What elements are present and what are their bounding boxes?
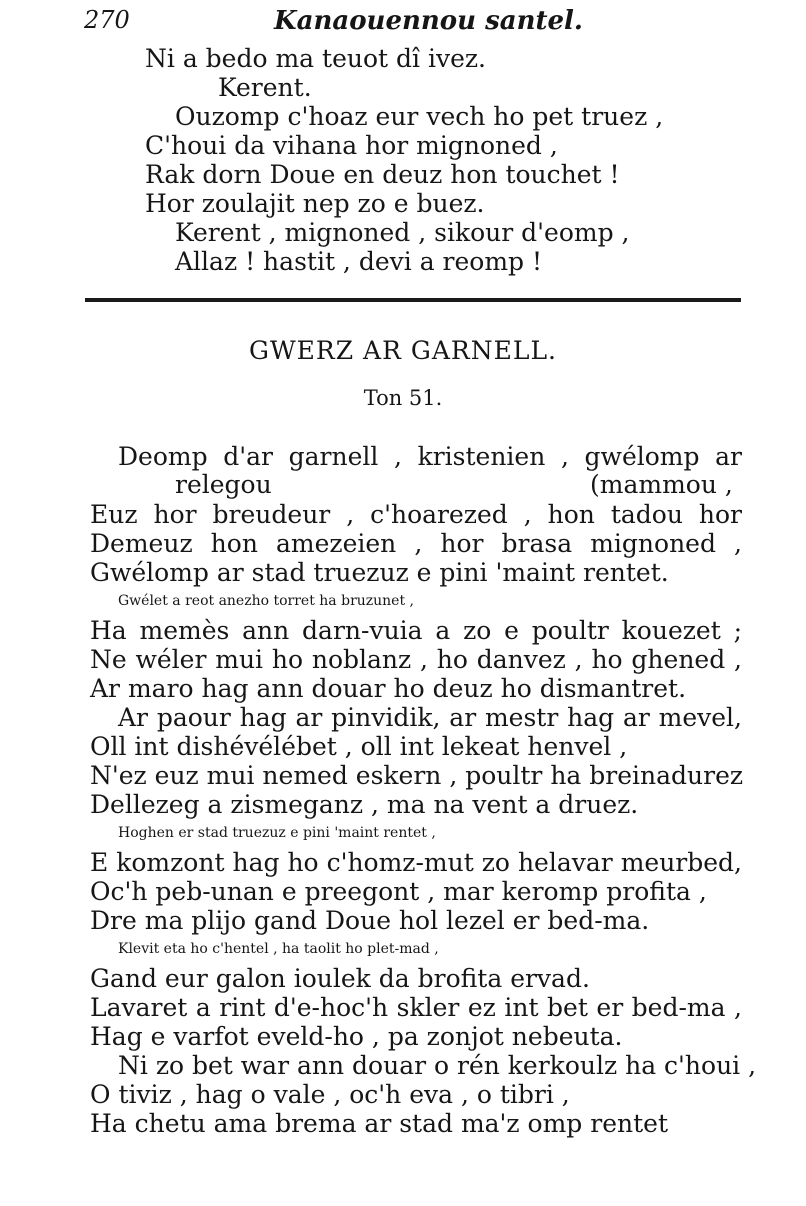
- song-line: Oll int dishévélébet , oll int lekeat henvel ,: [90, 732, 628, 761]
- verse-line: Hor zoulajit nep zo e buez.: [145, 189, 485, 218]
- song-line: Euz hor breudeur , c'hoarezed , hon tadou hor: [90, 500, 742, 529]
- song-line: Ni zo bet war ann douar o rén kerkoulz ha c'houi ,: [118, 1051, 757, 1080]
- song-line: Klevit eta ho c'hentel , ha taolit ho plet-mad ,: [118, 941, 439, 957]
- song-line: Gwélet a reot anezho torret ha bruzunet ,: [118, 593, 414, 609]
- page-header: [84, 6, 764, 42]
- song-line: Ar maro hag ann douar ho deuz ho dismantret.: [90, 674, 687, 703]
- song-first-line: Deomp d'ar garnell , kristenien , gwélomp ar: [118, 442, 742, 471]
- running-title: Kanaouennou santel.: [274, 6, 583, 36]
- song-line: Hag e varfot eveld-ho , pa zonjot nebeuta.: [90, 1022, 623, 1051]
- song-line: O tiviz , hag o vale , oc'h eva , o tibri ,: [90, 1080, 570, 1109]
- song-line: Demeuz hon amezeien , hor brasa mignoned ,: [90, 529, 742, 558]
- song-line: Lavaret a rint d'e-hoc'h skler ez int bet er bed-ma ,: [90, 993, 742, 1022]
- song-line: Ha memès ann darn-vuia a zo e poultr kouezet ;: [90, 616, 742, 645]
- song-line: E komzont hag ho c'homz-mut zo helavar meurbed,: [90, 848, 742, 877]
- song-line: Dre ma plijo gand Doue hol lezel er bed-ma.: [90, 906, 650, 935]
- song-line: Gand eur galon ioulek da brofita ervad.: [90, 964, 590, 993]
- song-title: GWERZ AR GARNELL.: [248, 336, 557, 365]
- first-line-overflow-left: relegou: [175, 470, 272, 499]
- song-line: Oc'h peb-unan e preegont , mar keromp profita ,: [90, 877, 707, 906]
- verse-line: Allaz ! hastit , devi a reomp !: [175, 247, 543, 276]
- song-line: Dellezeg a zismeganz , ma na vent a druez.: [90, 790, 639, 819]
- section-divider: [85, 298, 741, 302]
- song-line: Ar paour hag ar pinvidik, ar mestr hag ar mevel,: [118, 703, 742, 732]
- page-number: 270: [84, 6, 130, 34]
- tune-label: Ton 51.: [363, 386, 443, 410]
- first-line-overflow-right: (mammou ,: [590, 470, 733, 499]
- verse-line: C'houi da vihana hor mignoned ,: [145, 131, 558, 160]
- verse-line: Kerent.: [218, 73, 312, 102]
- song-line: Ha chetu ama brema ar stad ma'z omp rentet: [90, 1109, 668, 1138]
- song-line: N'ez euz mui nemed eskern , poultr ha breinadurez: [90, 761, 744, 790]
- song-line: Gwélomp ar stad truezuz e pini 'maint rentet.: [90, 558, 669, 587]
- song-line: Hoghen er stad truezuz e pini 'maint rentet ,: [118, 825, 436, 841]
- verse-line: Ni a bedo ma teuot dî ivez.: [145, 44, 486, 73]
- verse-line: Kerent , mignoned , sikour d'eomp ,: [175, 218, 630, 247]
- verse-line: Ouzomp c'hoaz eur vech ho pet truez ,: [175, 102, 664, 131]
- song-line: Ne wéler mui ho noblanz , ho danvez , ho ghened ,: [90, 645, 742, 674]
- verse-line: Rak dorn Doue en deuz hon touchet !: [145, 160, 620, 189]
